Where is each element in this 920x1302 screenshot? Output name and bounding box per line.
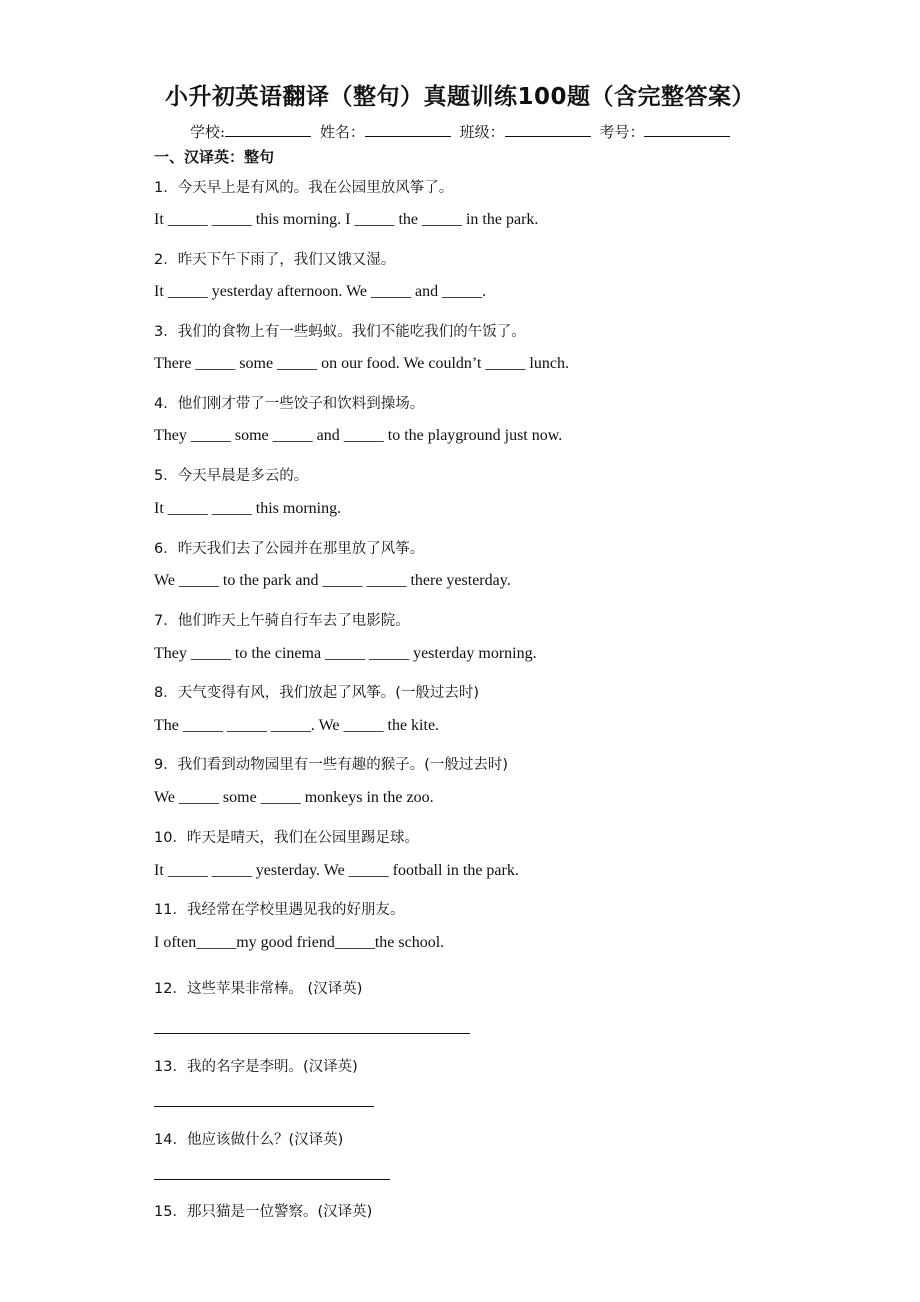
question-3-english: There _____ some _____ on our food. We couldn’t _____ lunch. — [154, 355, 569, 372]
question-6-english: We _____ to the park and _____ _____ there yesterday. — [154, 572, 511, 589]
question-13-chinese: 13．我的名字是李明。(汉译英) — [154, 1059, 358, 1075]
student-info-row — [190, 121, 734, 142]
exam-number-blank[interactable] — [644, 122, 730, 137]
question-10-english: It _____ _____ yesterday. We _____ football in the park. — [154, 862, 519, 879]
question-11-chinese: 11．我经常在学校里遇见我的好朋友。 — [154, 902, 405, 918]
question-9-chinese: 9．我们看到动物园里有一些有趣的猴子。(一般过去时) — [154, 757, 509, 773]
question-1-english: It _____ _____ this morning. I _____ the _____ in the park. — [154, 211, 539, 228]
class-label: 班级： — [459, 123, 505, 141]
name-blank[interactable] — [365, 122, 451, 137]
question-1-chinese: 1．今天早上是有风的。我在公园里放风筝了。 — [154, 180, 454, 196]
question-3-chinese: 3．我们的食物上有一些蚂蚁。我们不能吃我们的午饭了。 — [154, 324, 526, 340]
question-2-chinese: 2．昨天下午下雨了，我们又饿又湿。 — [154, 252, 396, 268]
question-8-chinese: 8．天气变得有风，我们放起了风筝。(一般过去时) — [154, 685, 480, 701]
question-5-english: It _____ _____ this morning. — [154, 500, 342, 517]
question-4-english: They _____ some _____ and _____ to the playground just now. — [154, 427, 563, 444]
question-7-english: They _____ to the cinema _____ _____ yesterday morning. — [154, 645, 537, 662]
question-14-chinese: 14．他应该做什么？(汉译英) — [154, 1132, 344, 1148]
question-12-chinese: 12．这些苹果非常棒。 (汉译英) — [154, 981, 363, 997]
question-8-english: The _____ _____ _____. We _____ the kite. — [154, 717, 440, 734]
question-5-chinese: 5．今天早晨是多云的。 — [154, 468, 309, 484]
question-11-english: I often_____my good friend_____the school. — [154, 934, 445, 951]
page-title: 小升初英语翻译（整句）真题训练100题（含完整答案） — [164, 84, 755, 110]
name-label: 姓名： — [319, 123, 365, 141]
question-14-answer-line[interactable] — [154, 1179, 390, 1180]
question-7-chinese: 7．他们昨天上午骑自行车去了电影院。 — [154, 613, 410, 629]
question-2-english: It _____ yesterday afternoon. We _____ and _____. — [154, 283, 487, 300]
question-10-chinese: 10．昨天是晴天，我们在公园里踢足球。 — [154, 830, 419, 846]
question-15-chinese: 15．那只猫是一位警察。(汉译英) — [154, 1204, 373, 1220]
question-4-chinese: 4．他们刚才带了一些饺子和饮料到操场。 — [154, 396, 425, 412]
class-blank[interactable] — [505, 122, 591, 137]
question-12-answer-line[interactable] — [154, 1033, 470, 1034]
school-blank[interactable] — [225, 122, 311, 137]
question-6-chinese: 6．昨天我们去了公园并在那里放了风筝。 — [154, 541, 425, 557]
question-9-english: We _____ some _____ monkeys in the zoo. — [154, 789, 434, 806]
question-13-answer-line[interactable] — [154, 1106, 374, 1107]
school-label: 学校: — [190, 123, 226, 141]
exam-number-label: 考号： — [599, 123, 645, 141]
section-heading: 一、汉译英：整句 — [154, 148, 275, 166]
